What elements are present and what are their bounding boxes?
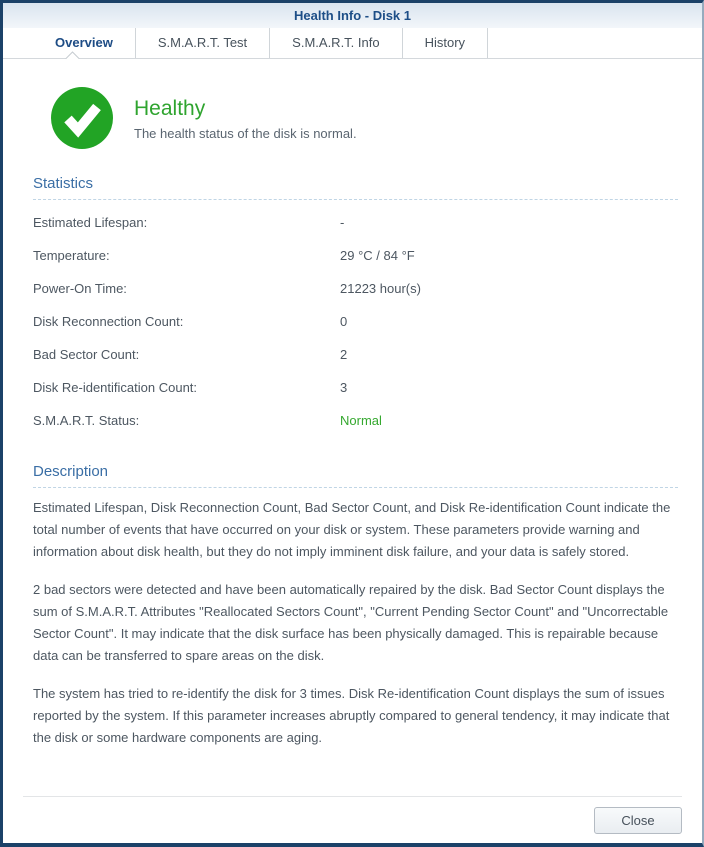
table-row [33, 404, 678, 437]
table-row [33, 305, 678, 338]
overview-panel [3, 59, 702, 796]
stat-value: 0 [340, 314, 348, 329]
stat-label: Disk Reconnection Count: [33, 314, 184, 329]
table-row [33, 272, 678, 305]
dialog-title: Health Info - Disk 1 [3, 3, 702, 28]
health-status: Healthy [134, 96, 206, 120]
tab-smart-info[interactable]: S.M.A.R.T. Info [270, 28, 402, 58]
description-paragraph: Estimated Lifespan, Disk Reconnection Count, Bad Sector Count, and Disk Re-identification Count indicate the total number of events that have occurred on your disk or system. These parameters provide warning and information about disk health, but they do not imply imminent disk failure, and your data is safely stored. [33, 500, 671, 559]
description-section [33, 463, 678, 749]
description-paragraph: The system has tried to re-identify the disk for 3 times. Disk Re-identification Count displays the sum of issues reported by the system. If this parameter increases abruptly compared to general tendency, it may indicate that the disk or some hardware components are aging. [33, 686, 670, 745]
stat-label: Power-On Time: [33, 281, 127, 296]
health-text [134, 96, 357, 141]
close-button[interactable]: Close [594, 807, 682, 834]
tab-overview[interactable]: Overview [33, 28, 136, 58]
health-header [51, 87, 678, 149]
smart-status-value: Normal [340, 413, 382, 428]
stat-value: 3 [340, 380, 348, 395]
statistics-heading: Statistics [33, 175, 678, 200]
health-status-description: The health status of the disk is normal. [134, 125, 357, 141]
stat-value: - [340, 215, 345, 230]
table-row [33, 338, 678, 371]
stat-value: 21223 hour(s) [340, 281, 421, 296]
check-circle-icon [51, 87, 113, 149]
description-heading: Description [33, 463, 678, 488]
description-paragraphs [33, 488, 678, 749]
stat-value: 2 [340, 347, 348, 362]
description-paragraph: 2 bad sectors were detected and have been automatically repaired by the disk. Bad Sector Count displays the sum of S.M.A.R.T. Attributes "Reallocated Sectors Count", "Current Pending Sector Count" and "Uncorrectable Sector Count". It may indicate that the disk surface has been physically damaged. This is repairable because data can be transferred to spare areas on the disk. [33, 582, 669, 663]
statistics-rows [33, 200, 678, 437]
table-row [33, 371, 678, 404]
stat-label: Estimated Lifespan: [33, 215, 148, 230]
tab-history[interactable]: History [403, 28, 488, 58]
stat-value: 29 °C / 84 °F [340, 248, 415, 263]
stat-label: Disk Re-identification Count: [33, 380, 198, 395]
stat-label: Temperature: [33, 248, 110, 263]
table-row [33, 206, 678, 239]
dialog-footer [23, 796, 682, 843]
tab-smart-test[interactable]: S.M.A.R.T. Test [136, 28, 270, 58]
table-row [33, 239, 678, 272]
statistics-section [33, 175, 678, 437]
tab-bar [3, 28, 702, 59]
stat-label: Bad Sector Count: [33, 347, 140, 362]
stat-label: S.M.A.R.T. Status: [33, 413, 140, 428]
